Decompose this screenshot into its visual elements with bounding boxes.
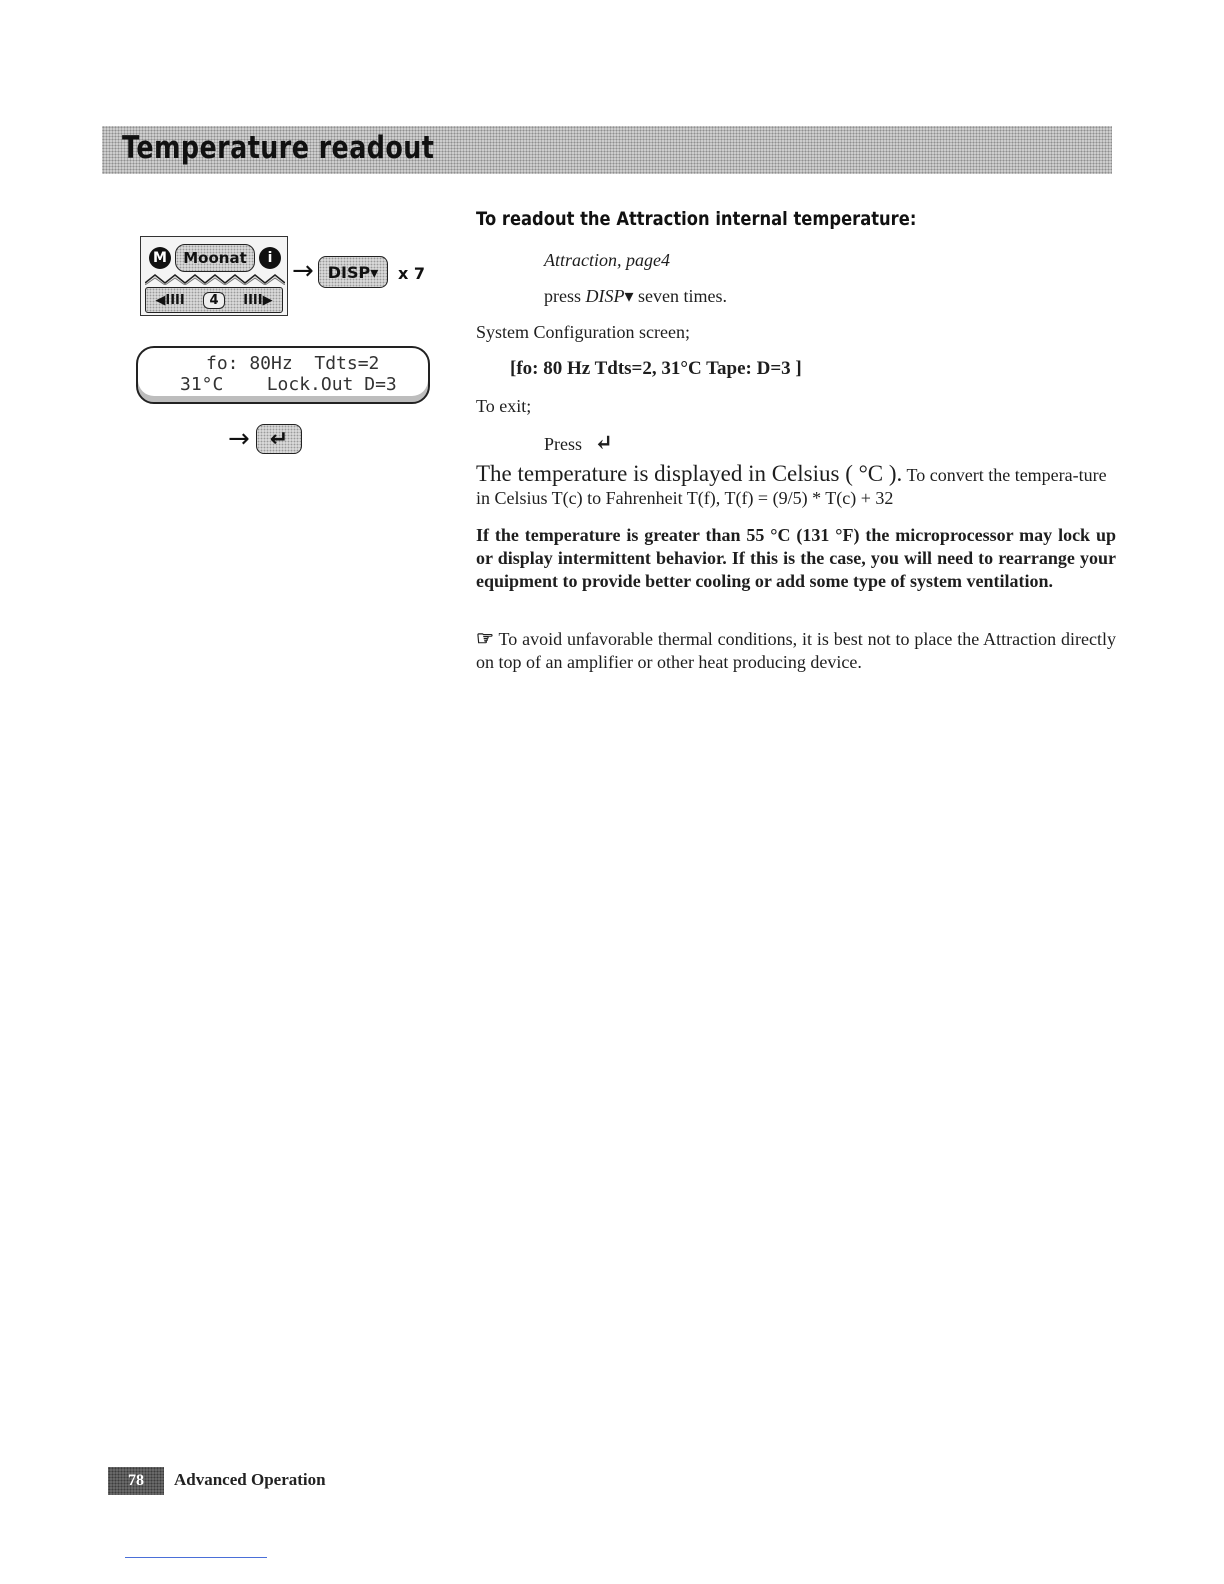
press-instruction	[544, 286, 727, 307]
page-right-icon: IIII▶	[243, 292, 273, 308]
arrow-icon: →	[292, 256, 314, 286]
page-number-badge: 4	[203, 292, 224, 309]
screen-value: [fo: 80 Hz Tdts=2, 31°C Tape: D=3 ]	[510, 358, 802, 379]
brand-button: Moonat	[175, 244, 255, 272]
enter-button-illustration: ↵	[256, 424, 302, 454]
arrow-icon: →	[228, 424, 250, 454]
lcd-line-1: fo: 80Hz Tdts=2	[206, 353, 380, 374]
exit-label: To exit;	[476, 396, 532, 416]
footer-section: Advanced Operation	[174, 1470, 326, 1489]
disp-button-illustration: DISP▾	[318, 256, 388, 288]
pointing-hand-icon: ☞	[476, 628, 494, 650]
wave-divider-icon	[145, 273, 285, 285]
celsius-lead: The temperature is displayed in Celsius ( °C ).	[476, 461, 903, 486]
warning-paragraph: If the temperature is greater than 55 °C (131 °F) the microprocessor may lock up or display intermittent behavior. If this is the case, you will need to rearrange your equipment to provide better cooling or add some type of system ventilation.	[476, 525, 1116, 591]
footer-rule	[125, 1557, 267, 1558]
screen-label: System Configuration screen;	[476, 322, 690, 342]
info-icon: i	[259, 247, 281, 269]
celsius-conversion: To convert the tempera-ture in Celsius T(c) to Fahrenheit T(f), T(f) = (9/5) * T(c) + 32	[476, 465, 1107, 508]
header-bar	[102, 126, 1112, 174]
remote-illustration	[140, 236, 288, 316]
m-button-icon: M	[149, 247, 171, 269]
press-suffix: seven times.	[638, 286, 728, 306]
tip-text: To avoid unfavorable thermal conditions, it is best not to place the Attraction directly on top of an amplifier or other heat producing device.	[476, 629, 1116, 672]
page-title: Temperature readout	[122, 130, 435, 166]
page-number: 78	[108, 1467, 164, 1495]
press-prefix: press	[544, 286, 581, 306]
enter-icon: ↵	[594, 430, 613, 455]
page-left-icon: ◀IIII	[155, 292, 185, 308]
repeat-count: x 7	[398, 264, 426, 283]
menu-path: Attraction, page4	[544, 250, 670, 270]
lcd-line-2: 31°C Lock.Out D=3	[180, 374, 397, 395]
section-title: To readout the Attraction internal temperature:	[476, 208, 917, 230]
exit-instruction	[544, 430, 613, 456]
tip-paragraph	[476, 628, 1116, 674]
press-key: DISP▾	[585, 286, 634, 306]
lcd-display	[136, 346, 430, 404]
celsius-paragraph	[476, 462, 1116, 510]
exit-press: Press	[544, 434, 583, 454]
page-selector	[145, 287, 283, 313]
